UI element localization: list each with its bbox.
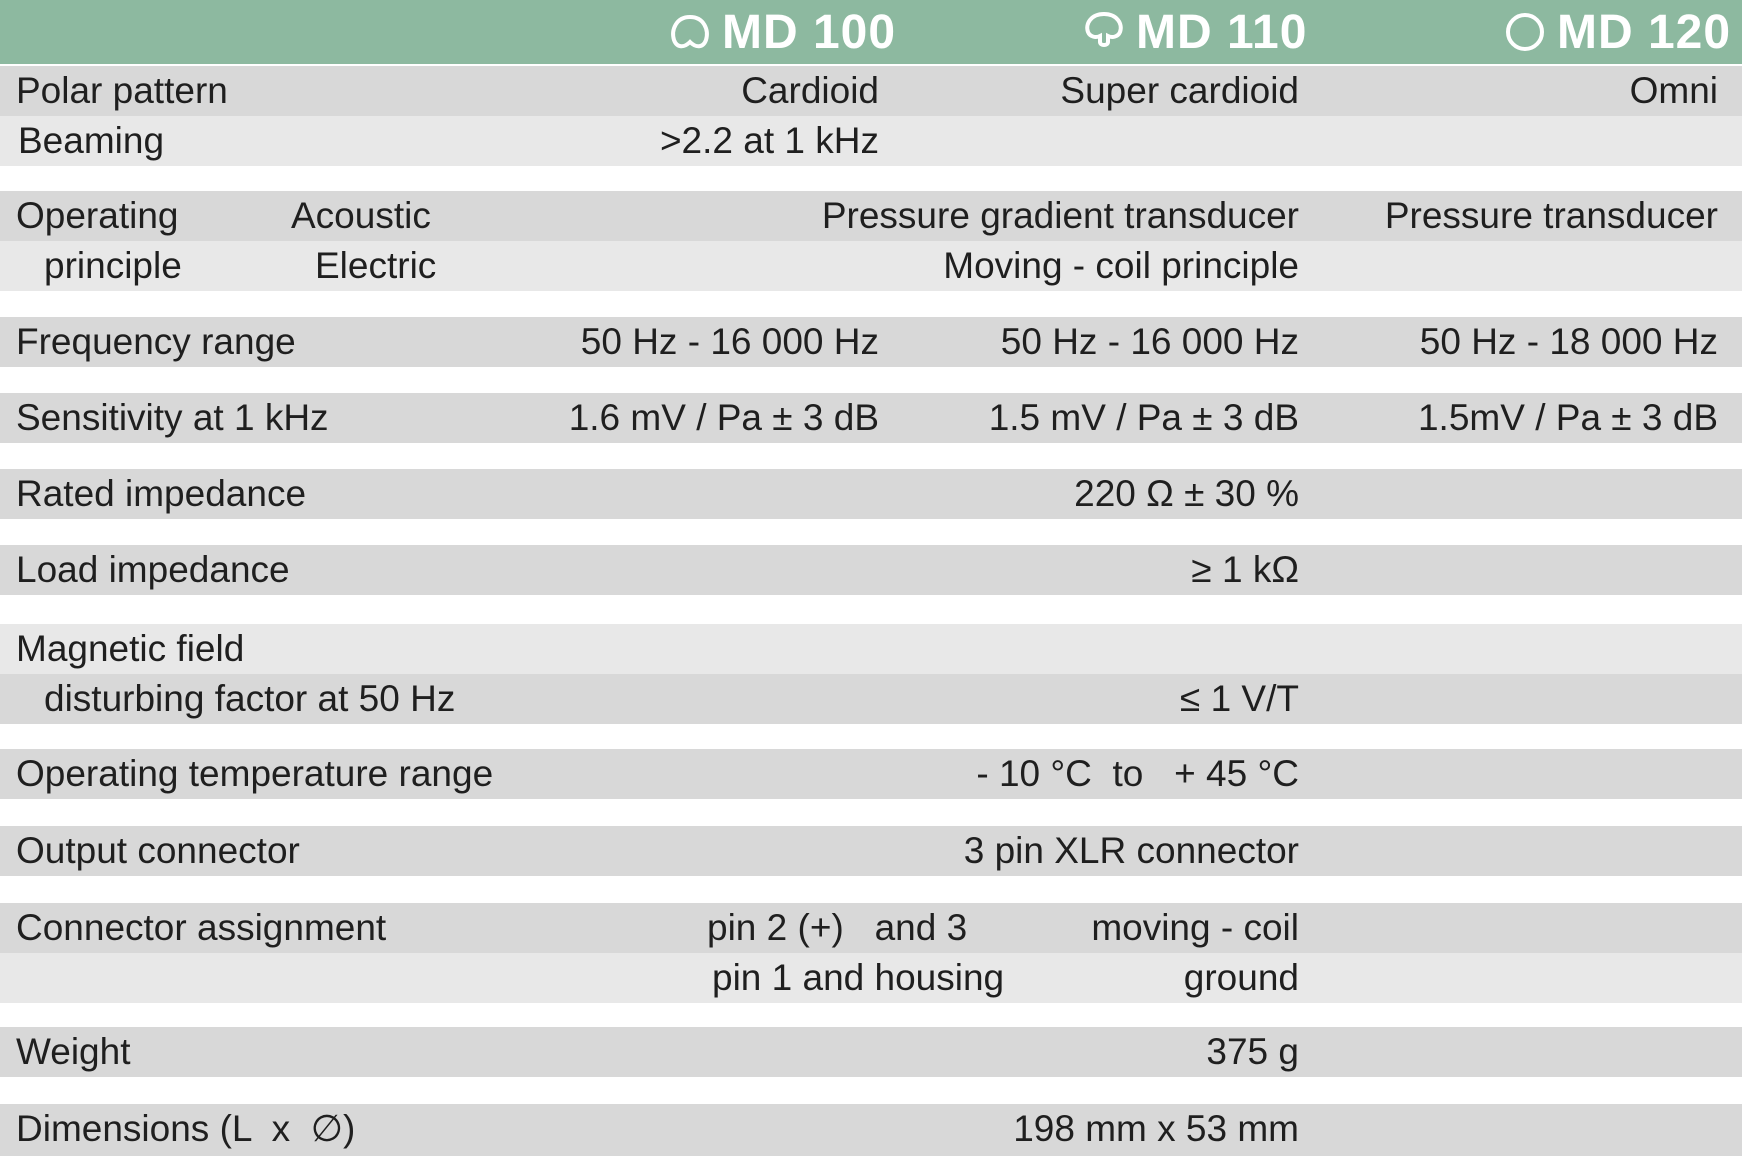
value-md100: >2.2 at 1 kHz xyxy=(659,120,879,161)
row-label: Sensitivity at 1 kHz xyxy=(16,397,329,438)
value-md100-md110: Pressure gradient transducer xyxy=(821,195,1299,236)
sub-label-acoustic: Acoustic xyxy=(291,195,431,236)
row-magnetic-field-label xyxy=(0,624,1742,674)
row-label: Beaming xyxy=(18,120,165,161)
value-all: 198 mm x 53 mm xyxy=(1013,1108,1299,1149)
value-md110: 1.5 mV / Pa ± 3 dB xyxy=(988,397,1299,438)
model-name: MD 100 xyxy=(722,5,897,59)
pin-function: ground xyxy=(1183,957,1299,998)
supercardioid-pattern-icon xyxy=(1082,10,1126,54)
row-label: Load impedance xyxy=(16,549,290,590)
value-all: 375 g xyxy=(1206,1031,1299,1072)
omni-pattern-icon xyxy=(1503,10,1547,54)
value-md120: 50 Hz - 18 000 Hz xyxy=(1419,321,1718,362)
value-md110: 50 Hz - 16 000 Hz xyxy=(1000,321,1299,362)
model-name: MD 120 xyxy=(1557,5,1732,59)
row-label: Connector assignment xyxy=(16,907,387,948)
row-operating-temperature xyxy=(0,749,1742,799)
row-label: Rated impedance xyxy=(16,473,307,514)
value-md100: 1.6 mV / Pa ± 3 dB xyxy=(568,397,879,438)
row-rated-impedance xyxy=(0,469,1742,519)
value-md120: 1.5mV / Pa ± 3 dB xyxy=(1417,397,1718,438)
row-label: Operating temperature range xyxy=(16,753,494,794)
row-polar-pattern xyxy=(0,66,1742,116)
value-md120: Pressure transducer xyxy=(1384,195,1718,236)
row-label: disturbing factor at 50 Hz xyxy=(44,678,456,719)
model-name: MD 110 xyxy=(1136,5,1308,59)
pin-description: pin 1 and housing xyxy=(712,957,1005,998)
row-frequency-range xyxy=(0,317,1742,367)
row-label: Output connector xyxy=(16,830,300,871)
row-label: Operating xyxy=(16,195,179,236)
model-md100 xyxy=(668,4,896,60)
cardioid-pattern-icon xyxy=(668,12,712,52)
sub-label-electric: Electric xyxy=(315,245,437,286)
model-header xyxy=(0,0,1742,64)
value-md120: Omni xyxy=(1629,70,1718,111)
row-dimensions xyxy=(0,1104,1742,1156)
row-connector-assignment-1 xyxy=(0,903,1742,953)
row-magnetic-field xyxy=(0,674,1742,724)
row-sensitivity xyxy=(0,393,1742,443)
row-beaming xyxy=(0,116,1742,166)
value-md100: 50 Hz - 16 000 Hz xyxy=(580,321,879,362)
value-all: - 10 °C to + 45 °C xyxy=(976,753,1299,794)
row-label: Magnetic field xyxy=(16,628,245,669)
pin-function: moving - coil xyxy=(1091,907,1299,948)
row-output-connector xyxy=(0,826,1742,876)
value-all: 3 pin XLR connector xyxy=(963,830,1299,871)
row-load-impedance xyxy=(0,545,1742,595)
model-md110 xyxy=(1082,4,1307,60)
row-operating-principle-acoustic xyxy=(0,191,1742,241)
row-label: Dimensions (L x ∅) xyxy=(16,1108,356,1149)
value-all: ≤ 1 V/T xyxy=(1179,678,1299,719)
row-label: Weight xyxy=(16,1031,131,1072)
pin-description: pin 2 (+) and 3 xyxy=(707,907,968,948)
row-weight xyxy=(0,1027,1742,1077)
row-label: principle xyxy=(44,245,182,286)
value-all: Moving - coil principle xyxy=(943,245,1299,286)
value-md100: Cardioid xyxy=(741,70,879,111)
row-operating-principle-electric xyxy=(0,241,1742,291)
row-label: Frequency range xyxy=(16,321,296,362)
model-md120 xyxy=(1503,4,1731,60)
row-label: Polar pattern xyxy=(16,70,228,111)
value-all: 220 Ω ± 30 % xyxy=(1074,473,1299,514)
value-md110: Super cardioid xyxy=(1060,70,1299,111)
row-connector-assignment-2 xyxy=(0,953,1742,1003)
value-all: ≥ 1 kΩ xyxy=(1191,549,1299,590)
